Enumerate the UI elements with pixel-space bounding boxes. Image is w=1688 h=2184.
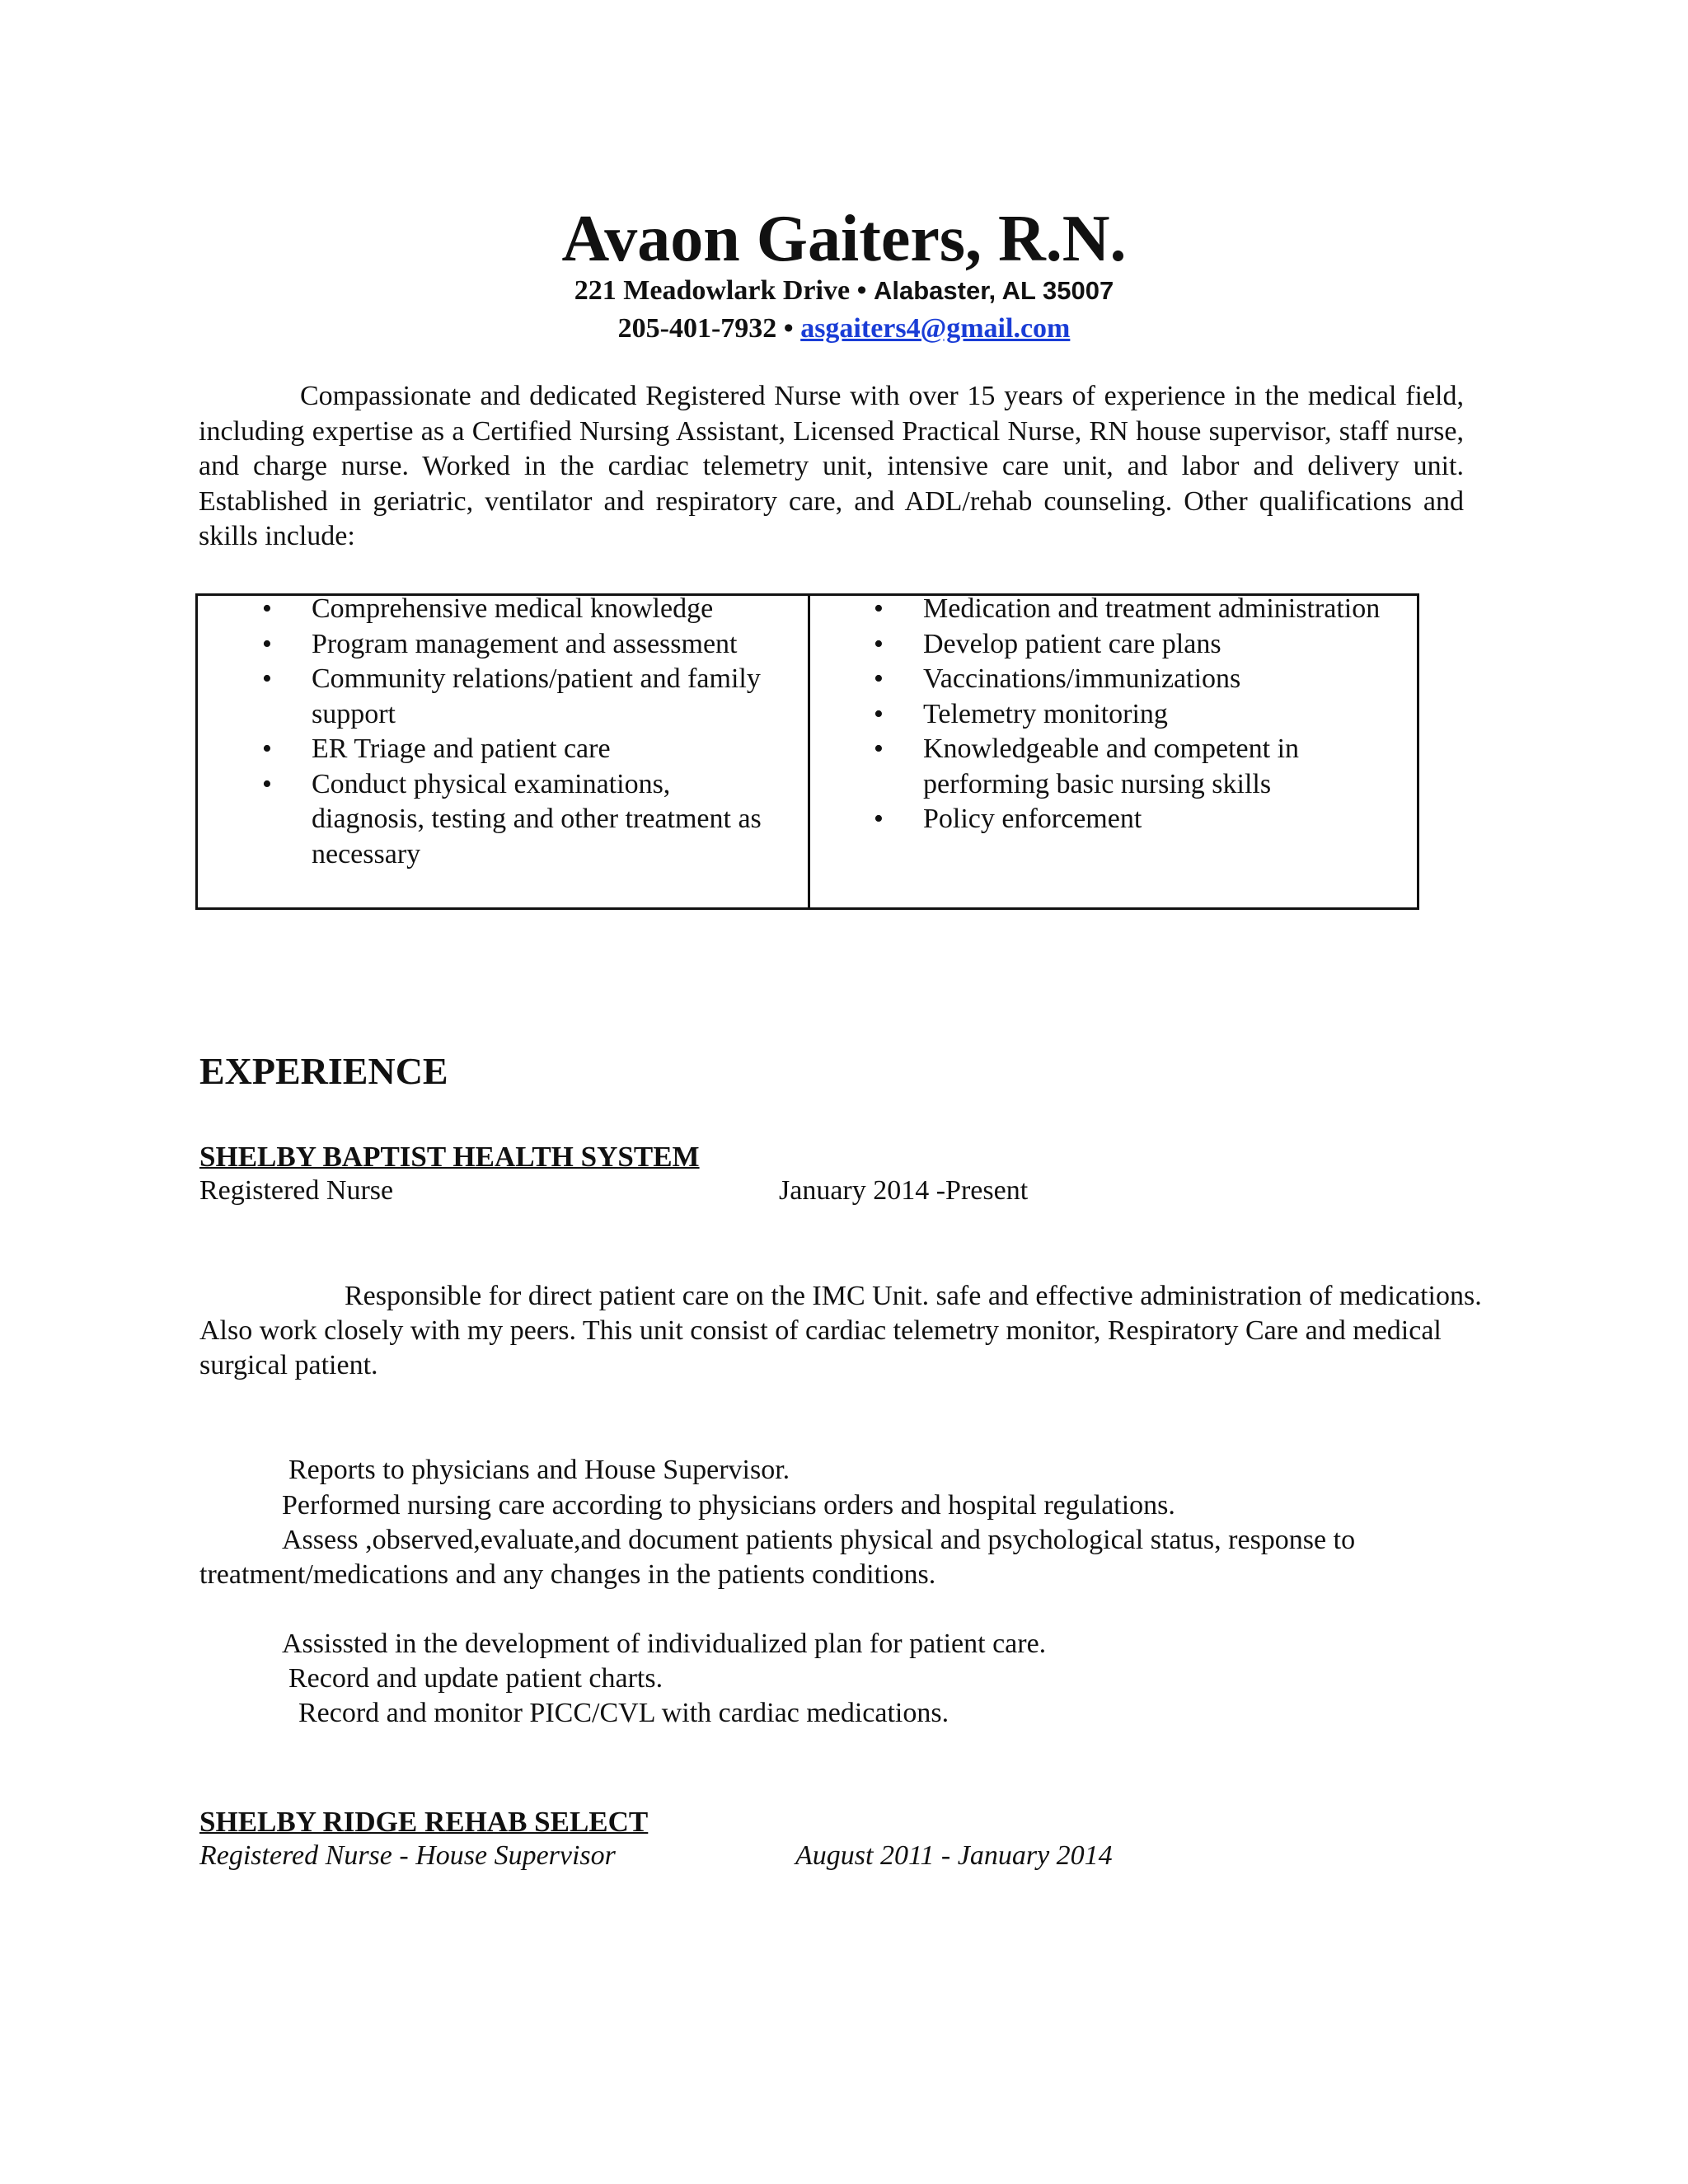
job-description: Responsible for direct patient care on the IMC Unit. safe and effective administration of medications. Also work closely with my peers. This unit consist of cardiac telemetry monitor, Respiratory Care and medical surgical patient. [199,1281,1482,1380]
job-role-line [199,1174,1029,1208]
employer-name: SHELBY BAPTIST HEALTH SYSTEM [199,1141,700,1173]
skills-column-divider [808,593,810,910]
skill-item: • Conduct physical examinations, diagnosis, testing and other treatment as necessary [262,767,790,873]
skill-item: • Medication and treatment administration [874,592,1401,627]
professional-summary: Compassionate and dedicated Registered Nurse with over 15 years of experience in the medical field, including expertise as a Certified Nursing Assistant, Licensed Practical Nurse, RN house supervisor, staff nurse, and charge nurse. Worked in the cardiac telemetry unit, intensive care unit, and labor and delivery unit. Established in geriatric, ventilator and respiratory care, and ADL/rehab counseling. Other qualifications and skills include: [199,381,1464,551]
experience-heading: EXPERIENCE [199,1050,448,1092]
duty-line: Performed nursing care according to physicians orders and hospital regulations. [282,1490,1175,1521]
job-title: Registered Nurse [199,1175,394,1206]
skill-item: • Vaccinations/immunizations [874,662,1401,697]
duty-line: Record and update patient charts. [288,1663,663,1694]
duty-line: Record and monitor PICC/CVL with cardiac medications. [298,1698,950,1728]
skills-list-right [874,592,1401,837]
city-state-zip: Alabaster, AL 35007 [873,276,1114,305]
street-address: 221 Meadowlark Drive [574,275,851,306]
duty-line: Assissted in the development of individualized plan for patient care. [282,1629,1047,1659]
address-line [0,272,1688,310]
skill-item: • Community relations/patient and family support [262,662,790,732]
duty-line: Assess ,observed,evaluate,and document patients physical and psychological status, response to [282,1525,1356,1555]
duty-line: treatment/medications and any changes in the patients conditions. [199,1559,936,1590]
job-dates: January 2014 -Present [779,1175,1029,1206]
phone-number: 205-401-7932 [617,313,777,344]
email-link[interactable]: asgaiters4@gmail.com [800,313,1071,344]
separator-bullet: • [856,275,867,306]
job-title: Registered Nurse - House Supervisor [199,1840,616,1871]
candidate-name: Avaon Gaiters, R.N. [561,203,1127,275]
duty-line: Reports to physicians and House Supervisor. [288,1455,790,1485]
employer-name: SHELBY RIDGE REHAB SELECT [199,1806,649,1838]
separator-bullet: • [783,313,794,344]
skill-item: • Telemetry monitoring [874,697,1401,733]
skill-item: • Knowledgeable and competent in performing basic nursing skills [874,732,1401,802]
job-dates: August 2011 - January 2014 [795,1840,1113,1871]
skill-item: • Program management and assessment [262,627,790,663]
skills-list-left [262,592,790,872]
skill-item: • ER Triage and patient care [262,732,790,767]
job-role-line [199,1839,1113,1873]
skill-item: • Comprehensive medical knowledge [262,592,790,627]
skill-item: • Develop patient care plans [874,627,1401,663]
contact-line [0,310,1688,348]
skill-item: • Policy enforcement [874,802,1401,837]
